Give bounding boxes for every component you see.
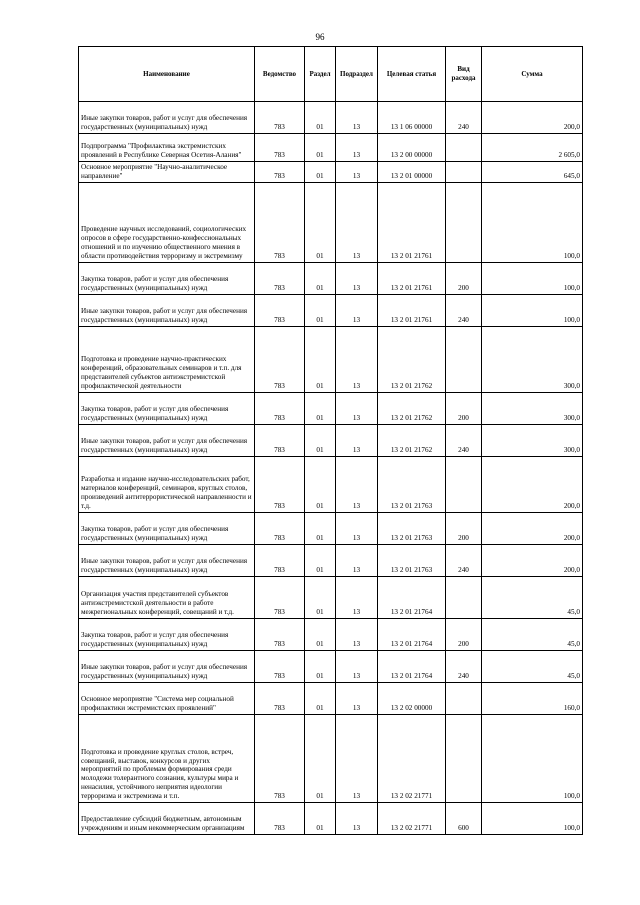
row-name: Закупка товаров, работ и услуг для обеспечения государственных (муниципальных) нужд (79, 262, 255, 294)
row-vedomstvo: 783 (255, 262, 305, 294)
page-number: 96 (315, 32, 325, 42)
row-expense-type: 200 (446, 512, 482, 544)
table-row (79, 134, 583, 162)
row-sum: 645,0 (482, 162, 583, 183)
row-razdel: 01 (305, 182, 336, 262)
header-vedomstvo: Ведомство (255, 47, 305, 102)
row-podrazdel: 13 (336, 392, 378, 424)
row-expense-type (446, 714, 482, 802)
row-razdel: 01 (305, 162, 336, 183)
row-vedomstvo: 783 (255, 576, 305, 618)
budget-table (78, 46, 583, 835)
table-row (79, 650, 583, 682)
table-row (79, 544, 583, 576)
row-expense-type (446, 682, 482, 714)
header-sum: Сумма (482, 47, 583, 102)
row-razdel: 01 (305, 682, 336, 714)
row-sum: 100,0 (482, 294, 583, 326)
row-target-article: 13 2 01 00000 (378, 162, 446, 183)
row-sum: 100,0 (482, 714, 583, 802)
row-sum: 45,0 (482, 576, 583, 618)
row-target-article: 13 2 01 21764 (378, 576, 446, 618)
header-target-article: Целевая статья (378, 47, 446, 102)
row-podrazdel: 13 (336, 802, 378, 834)
row-razdel: 01 (305, 102, 336, 134)
row-name: Иные закупки товаров, работ и услуг для обеспечения государственных (муниципальных) нужд (79, 294, 255, 326)
header-podrazdel: Подраздел (336, 47, 378, 102)
row-podrazdel: 13 (336, 576, 378, 618)
row-podrazdel: 13 (336, 618, 378, 650)
row-expense-type: 240 (446, 544, 482, 576)
row-vedomstvo: 783 (255, 326, 305, 392)
row-name: Закупка товаров, работ и услуг для обеспечения государственных (муниципальных) нужд (79, 392, 255, 424)
table-row (79, 326, 583, 392)
row-target-article: 13 2 01 21764 (378, 650, 446, 682)
row-name: Предоставление субсидий бюджетным, автономным учреждениям и иным некоммерческим организациям (79, 802, 255, 834)
row-razdel: 01 (305, 512, 336, 544)
row-name: Иные закупки товаров, работ и услуг для обеспечения государственных (муниципальных) нужд (79, 424, 255, 456)
table-row (79, 682, 583, 714)
row-vedomstvo: 783 (255, 162, 305, 183)
row-target-article: 13 1 06 00000 (378, 102, 446, 134)
row-sum: 200,0 (482, 456, 583, 512)
row-razdel: 01 (305, 262, 336, 294)
row-podrazdel: 13 (336, 650, 378, 682)
row-target-article: 13 2 01 21763 (378, 544, 446, 576)
row-name: Организация участия представителей субъектов антиэкстремистской деятельности в работе межрегиональных конференций, совещаний и т.д. (79, 576, 255, 618)
row-target-article: 13 2 01 21761 (378, 182, 446, 262)
row-razdel: 01 (305, 134, 336, 162)
row-sum: 300,0 (482, 326, 583, 392)
row-target-article: 13 2 01 21761 (378, 294, 446, 326)
table-row (79, 802, 583, 834)
row-target-article: 13 2 01 21763 (378, 512, 446, 544)
row-target-article: 13 2 02 00000 (378, 682, 446, 714)
row-podrazdel: 13 (336, 162, 378, 183)
row-vedomstvo: 783 (255, 182, 305, 262)
row-sum: 200,0 (482, 544, 583, 576)
row-sum: 200,0 (482, 102, 583, 134)
row-expense-type: 200 (446, 262, 482, 294)
row-expense-type: 240 (446, 650, 482, 682)
row-expense-type: 240 (446, 424, 482, 456)
row-name: Иные закупки товаров, работ и услуг для обеспечения государственных (муниципальных) нужд (79, 102, 255, 134)
row-podrazdel: 13 (336, 682, 378, 714)
row-podrazdel: 13 (336, 182, 378, 262)
table-row (79, 182, 583, 262)
row-vedomstvo: 783 (255, 650, 305, 682)
row-expense-type (446, 134, 482, 162)
row-expense-type (446, 182, 482, 262)
row-sum: 100,0 (482, 262, 583, 294)
row-podrazdel: 13 (336, 134, 378, 162)
row-podrazdel: 13 (336, 456, 378, 512)
row-expense-type (446, 162, 482, 183)
row-razdel: 01 (305, 544, 336, 576)
row-vedomstvo: 783 (255, 456, 305, 512)
row-expense-type: 240 (446, 294, 482, 326)
table-row (79, 294, 583, 326)
header-row (79, 47, 583, 102)
row-name: Проведение научных исследований, социологических опросов в сфере государственно-конфессиональных отношений и по изучению общественного мнения в области противодействия терроризму и экстремизму (79, 182, 255, 262)
row-expense-type: 200 (446, 392, 482, 424)
row-name: Подготовка и проведение научно-практических конференций, образовательных семинаров и т.п. для представителей субъектов антиэкстремистской профилактической деятельности (79, 326, 255, 392)
row-vedomstvo: 783 (255, 134, 305, 162)
row-sum: 300,0 (482, 392, 583, 424)
row-podrazdel: 13 (336, 544, 378, 576)
row-vedomstvo: 783 (255, 294, 305, 326)
row-expense-type (446, 326, 482, 392)
row-target-article: 13 2 01 21764 (378, 618, 446, 650)
row-razdel: 01 (305, 424, 336, 456)
table-row (79, 162, 583, 183)
row-vedomstvo: 783 (255, 102, 305, 134)
row-sum: 45,0 (482, 650, 583, 682)
row-razdel: 01 (305, 714, 336, 802)
row-name: Основное мероприятие "Система мер социальной профилактики экстремистских проявлений" (79, 682, 255, 714)
row-sum: 200,0 (482, 512, 583, 544)
row-target-article: 13 2 02 21771 (378, 714, 446, 802)
row-vedomstvo: 783 (255, 392, 305, 424)
row-vedomstvo: 783 (255, 682, 305, 714)
row-name: Закупка товаров, работ и услуг для обеспечения государственных (муниципальных) нужд (79, 512, 255, 544)
row-target-article: 13 2 01 21761 (378, 262, 446, 294)
table-row (79, 456, 583, 512)
table-row (79, 262, 583, 294)
header-expense-type: Вид расхода (446, 47, 482, 102)
row-razdel: 01 (305, 294, 336, 326)
row-podrazdel: 13 (336, 294, 378, 326)
row-name: Иные закупки товаров, работ и услуг для обеспечения государственных (муниципальных) нужд (79, 544, 255, 576)
row-name: Основное мероприятие "Научно-аналитическое направление" (79, 162, 255, 183)
row-razdel: 01 (305, 650, 336, 682)
row-razdel: 01 (305, 456, 336, 512)
row-razdel: 01 (305, 392, 336, 424)
table-row (79, 512, 583, 544)
row-sum: 100,0 (482, 802, 583, 834)
table-row (79, 576, 583, 618)
row-vedomstvo: 783 (255, 714, 305, 802)
row-target-article: 13 2 02 21771 (378, 802, 446, 834)
row-podrazdel: 13 (336, 714, 378, 802)
row-podrazdel: 13 (336, 102, 378, 134)
row-vedomstvo: 783 (255, 544, 305, 576)
row-razdel: 01 (305, 618, 336, 650)
table-row (79, 392, 583, 424)
table-row (79, 102, 583, 134)
row-target-article: 13 2 00 00000 (378, 134, 446, 162)
table-row (79, 618, 583, 650)
row-target-article: 13 2 01 21762 (378, 392, 446, 424)
row-expense-type: 600 (446, 802, 482, 834)
row-target-article: 13 2 01 21762 (378, 424, 446, 456)
table-row (79, 424, 583, 456)
row-name: Разработка и издание научно-исследовательских работ, материалов конференций, семинаров, круглых столов, произведений антитеррористической направленности и т.д. (79, 456, 255, 512)
row-sum: 2 605,0 (482, 134, 583, 162)
row-expense-type: 200 (446, 618, 482, 650)
row-vedomstvo: 783 (255, 424, 305, 456)
row-razdel: 01 (305, 802, 336, 834)
row-sum: 45,0 (482, 618, 583, 650)
row-razdel: 01 (305, 576, 336, 618)
row-podrazdel: 13 (336, 424, 378, 456)
row-target-article: 13 2 01 21763 (378, 456, 446, 512)
row-expense-type: 240 (446, 102, 482, 134)
row-expense-type (446, 456, 482, 512)
row-vedomstvo: 783 (255, 512, 305, 544)
table-row (79, 714, 583, 802)
row-name: Иные закупки товаров, работ и услуг для обеспечения государственных (муниципальных) нужд (79, 650, 255, 682)
row-podrazdel: 13 (336, 262, 378, 294)
row-sum: 160,0 (482, 682, 583, 714)
row-name: Подпрограмма "Профилактика экстремистских проявлений в Республике Северная Осетия-Алания" (79, 134, 255, 162)
header-name: Наименование (79, 47, 255, 102)
row-vedomstvo: 783 (255, 802, 305, 834)
row-podrazdel: 13 (336, 512, 378, 544)
row-sum: 100,0 (482, 182, 583, 262)
row-podrazdel: 13 (336, 326, 378, 392)
row-name: Подготовка и проведение круглых столов, встреч, совещаний, выставок, конкурсов и других мероприятий по проблемам формирования среди молодежи толерантного сознания, культуры мира и ненасилия, устойчивого неприятия идеологии терроризма и экстремизма и т.п. (79, 714, 255, 802)
header-razdel: Раздел (305, 47, 336, 102)
row-expense-type (446, 576, 482, 618)
row-vedomstvo: 783 (255, 618, 305, 650)
row-name: Закупка товаров, работ и услуг для обеспечения государственных (муниципальных) нужд (79, 618, 255, 650)
row-target-article: 13 2 01 21762 (378, 326, 446, 392)
row-sum: 300,0 (482, 424, 583, 456)
row-razdel: 01 (305, 326, 336, 392)
